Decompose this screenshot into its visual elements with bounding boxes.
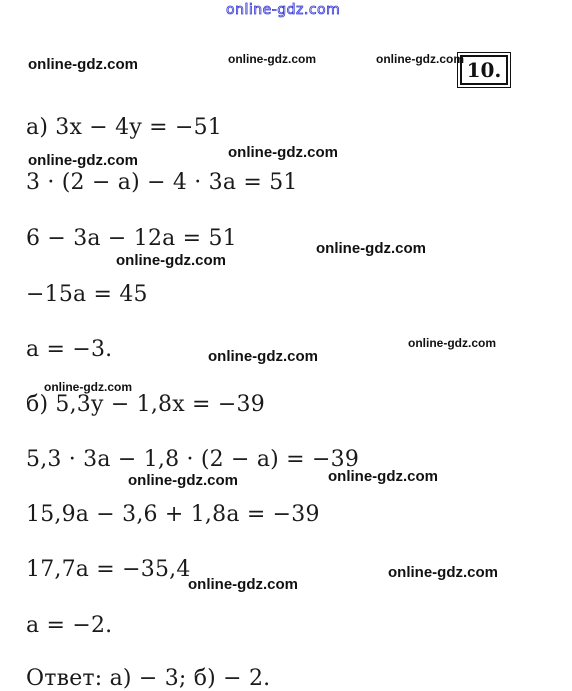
task-number-badge: 10. xyxy=(460,55,508,85)
site-watermark-header[interactable]: online-gdz.com xyxy=(226,2,341,18)
equation-a-expanded: 6 − 3a − 12a = 51 xyxy=(26,226,237,251)
watermark: online-gdz.com xyxy=(408,336,496,350)
equation-b-original: б) 5,3y − 1,8x = −39 xyxy=(26,392,265,417)
equation-b-result: a = −2. xyxy=(26,613,113,638)
equation-a-result: a = −3. xyxy=(26,337,113,362)
watermark: online-gdz.com xyxy=(44,380,132,394)
equation-a-simplified: −15a = 45 xyxy=(26,282,148,307)
equation-b-expanded: 15,9a − 3,6 + 1,8a = −39 xyxy=(26,502,320,527)
equation-a-original: а) 3x − 4y = −51 xyxy=(26,115,222,140)
watermark: online-gdz.com xyxy=(28,152,138,169)
watermark: online-gdz.com xyxy=(316,240,426,257)
watermark: online-gdz.com xyxy=(328,468,438,485)
watermark: online-gdz.com xyxy=(128,472,238,489)
watermark: online-gdz.com xyxy=(28,56,138,73)
watermark: online-gdz.com xyxy=(388,564,498,581)
watermark: online-gdz.com xyxy=(188,576,298,593)
watermark: online-gdz.com xyxy=(116,252,226,269)
watermark: online-gdz.com xyxy=(376,52,464,66)
watermark: online-gdz.com xyxy=(228,52,316,66)
watermark: online-gdz.com xyxy=(228,144,338,161)
answer-line: Ответ: а) − 3; б) − 2. xyxy=(26,666,271,691)
equation-a-substituted: 3 · (2 − a) − 4 · 3a = 51 xyxy=(26,170,298,195)
watermark: online-gdz.com xyxy=(208,348,318,365)
equation-b-substituted: 5,3 · 3a − 1,8 · (2 − a) = −39 xyxy=(26,447,360,472)
equation-b-simplified: 17,7a = −35,4 xyxy=(26,557,191,582)
